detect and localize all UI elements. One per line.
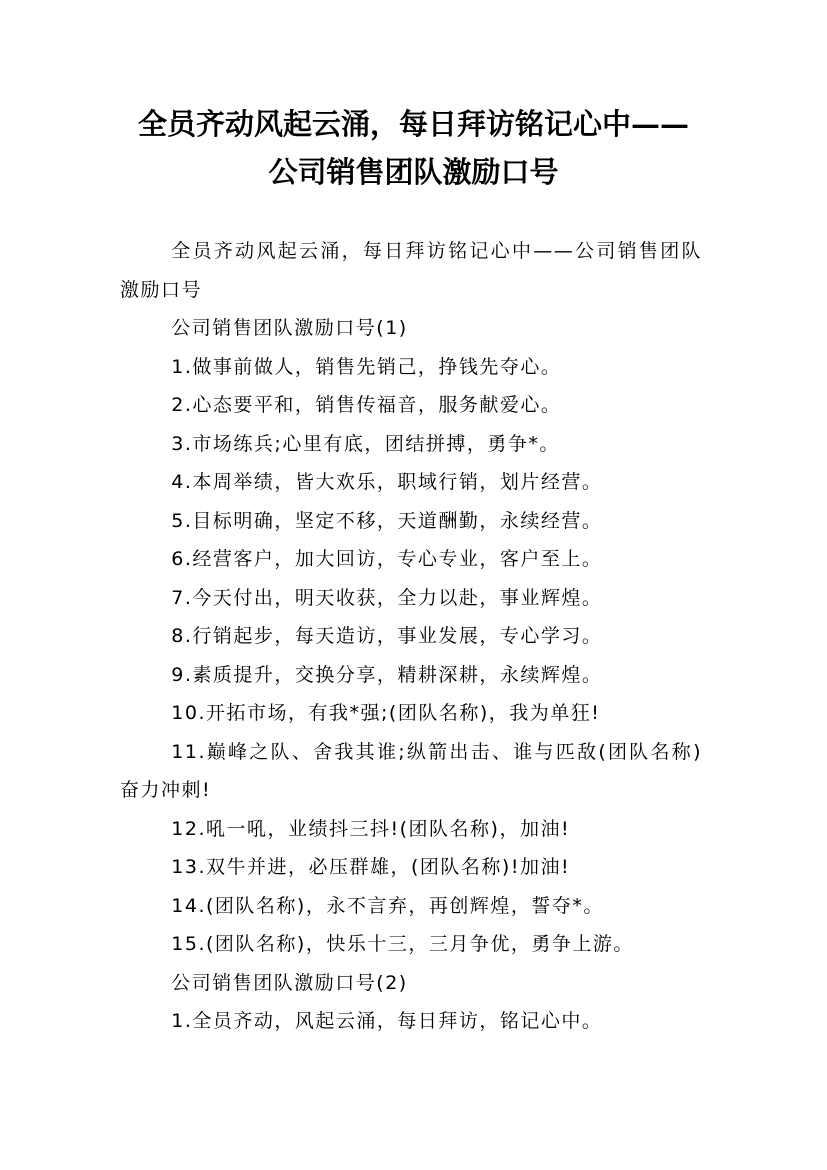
- slogan-item: 13.双牛并进，必压群雄，(团队名称)!加油!: [171, 856, 571, 878]
- slogan-item: 4.本周举绩，皆大欢乐，职域行销，划片经营。: [171, 471, 603, 493]
- section-heading-1: 公司销售团队激励口号(1): [171, 317, 408, 339]
- slogan-item: 11.巅峰之队、舍我其谁;纵箭出击、谁与匹敌(团队名称)奋力冲刺!: [120, 740, 702, 801]
- slogan-item: 7.今天付出，明天收获，全力以赴，事业辉煌。: [171, 586, 603, 609]
- slogan-item: 1.全员齐动，风起云涌，每日拜访，铭记心中。: [171, 1010, 603, 1032]
- slogan-item: 2.心态要平和，销售传福音，服务献爱心。: [171, 394, 562, 416]
- slogan-item: 14.(团队名称)，永不言弃，再创辉煌，誓夺*。: [171, 894, 604, 917]
- title-line-1: 全员齐动风起云涌，每日拜访铭记心中——: [137, 107, 689, 141]
- intro-paragraph: 全员齐动风起云涌，每日拜访铭记心中——公司销售团队激励口号: [120, 240, 702, 301]
- document-body: [120, 232, 702, 1041]
- title-line-2: 公司销售团队激励口号: [268, 155, 559, 189]
- slogan-item: 3.市场练兵;心里有底，团结拼搏，勇争*。: [171, 432, 560, 455]
- slogan-item: 12.吼一吼，业绩抖三抖!(团队名称)，加油!: [171, 817, 571, 840]
- slogan-item: 6.经营客户，加大回访，专心专业，客户至上。: [171, 548, 603, 570]
- slogan-item: 9.素质提升，交换分享，精耕深耕，永续辉煌。: [171, 663, 603, 686]
- slogan-item: 10.开拓市场，有我*强;(团队名称)，我为单狂!: [171, 702, 601, 724]
- document-title: [100, 100, 727, 196]
- slogan-item: 1.做事前做人，销售先销己，挣钱先夺心。: [171, 355, 562, 378]
- slogan-item: 5.目标明确，坚定不移，天道酬勤，永续经营。: [171, 509, 603, 532]
- section-heading-2: 公司销售团队激励口号(2): [171, 971, 408, 994]
- slogan-item: 8.行销起步，每天造访，事业发展，专心学习。: [171, 625, 603, 647]
- slogan-item: 15.(团队名称)，快乐十三，三月争优，勇争上游。: [171, 933, 634, 955]
